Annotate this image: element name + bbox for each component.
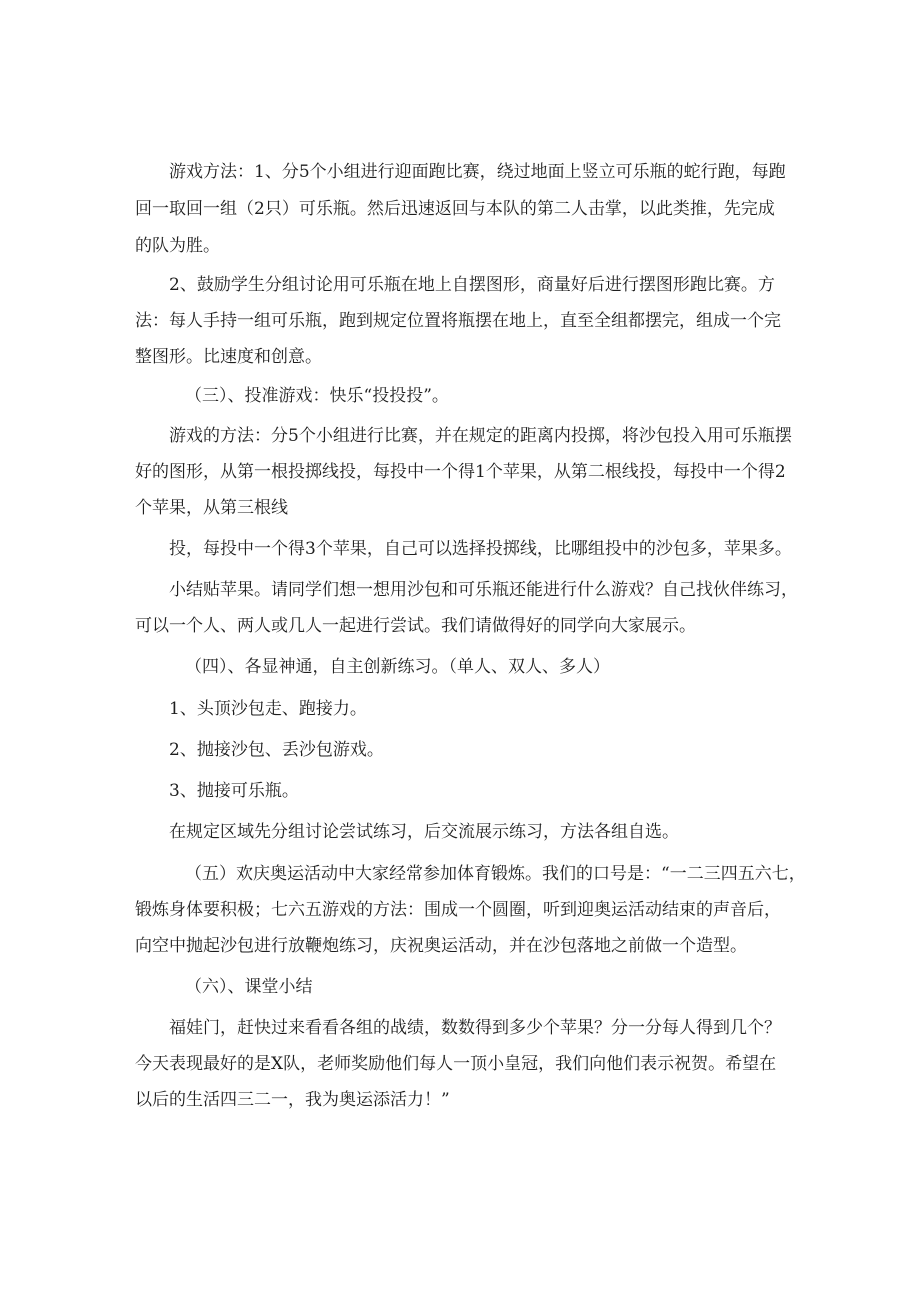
text-line: 游戏方法：1、分5个小组进行迎面跑比赛，绕过地面上竖立可乐瓶的蛇行跑，每跑 — [169, 162, 786, 182]
text-line: 向空中抛起沙包进行放鞭炮练习，庆祝奥运活动，并在沙包落地之前做一个造型。 — [135, 936, 747, 956]
text-line: 个苹果，从第三根线 — [135, 498, 288, 518]
text-line: 回一取回一组（2只）可乐瓶。然后迅速返回与本队的第二人击掌，以此类推，先完成 — [135, 199, 775, 219]
text-line: 好的图形，从第一根投掷线投，每投中一个得1个苹果，从第二根线投，每投中一个得2 — [135, 462, 786, 482]
text-line: 的队为胜。 — [135, 236, 220, 256]
text-line: 以后的生活四三二一，我为奥运添活力！” — [135, 1090, 450, 1110]
text-line: 在规定区域先分组讨论尝试练习，后交流展示练习，方法各组自选。 — [169, 822, 679, 842]
text-line: 游戏的方法：分5个小组进行比赛，并在规定的距离内投掷，将沙包投入用可乐瓶摆 — [169, 426, 792, 446]
text-line: 2、鼓励学生分组讨论用可乐瓶在地上自摆图形，商量好后进行摆图形跑比赛。方 — [169, 275, 775, 295]
text-line: 整图形。比速度和创意。 — [135, 347, 322, 367]
text-line: 2、抛接沙包、丢沙包游戏。 — [169, 740, 384, 760]
text-line: （四）、各显神通，自主创新练习。（单人、双人、多人） — [185, 657, 610, 677]
text-line: （六）、课堂小结 — [185, 977, 313, 997]
text-line: 法：每人手持一组可乐瓶，跑到规定位置将瓶摆在地上，直至全组都摆完，组成一个完 — [135, 311, 781, 331]
text-line: 投，每投中一个得3个苹果，自己可以选择投掷线，比哪组投中的沙包多，苹果多。 — [169, 539, 792, 559]
text-line: （五）欢庆奥运活动中大家经常参加体育锻炼。我们的口号是：“一二三四五六七， — [185, 864, 806, 884]
text-line: （三）、投准游戏：快乐“投投投”。 — [185, 386, 449, 406]
text-line: 小结贴苹果。请同学们想一想用沙包和可乐瓶还能进行什么游戏？自己找伙伴练习， — [169, 580, 798, 600]
text-line: 可以一个人、两人或几人一起进行尝试。我们请做得好的同学向大家展示。 — [135, 616, 696, 636]
text-line: 福娃门，赶快过来看看各组的战绩，数数得到多少个苹果？分一分每人得到几个？ — [169, 1018, 781, 1038]
text-line: 今天表现最好的是X队，老师奖励他们每人一顶小皇冠，我们向他们表示祝贺。希望在 — [135, 1054, 777, 1074]
text-line: 3、抛接可乐瓶。 — [169, 781, 299, 801]
text-line: 锻炼身体要积极；七六五游戏的方法：围成一个圆圈，听到迎奥运活动结束的声音后， — [135, 900, 781, 920]
text-line: 1、头顶沙包走、跑接力。 — [169, 699, 367, 719]
